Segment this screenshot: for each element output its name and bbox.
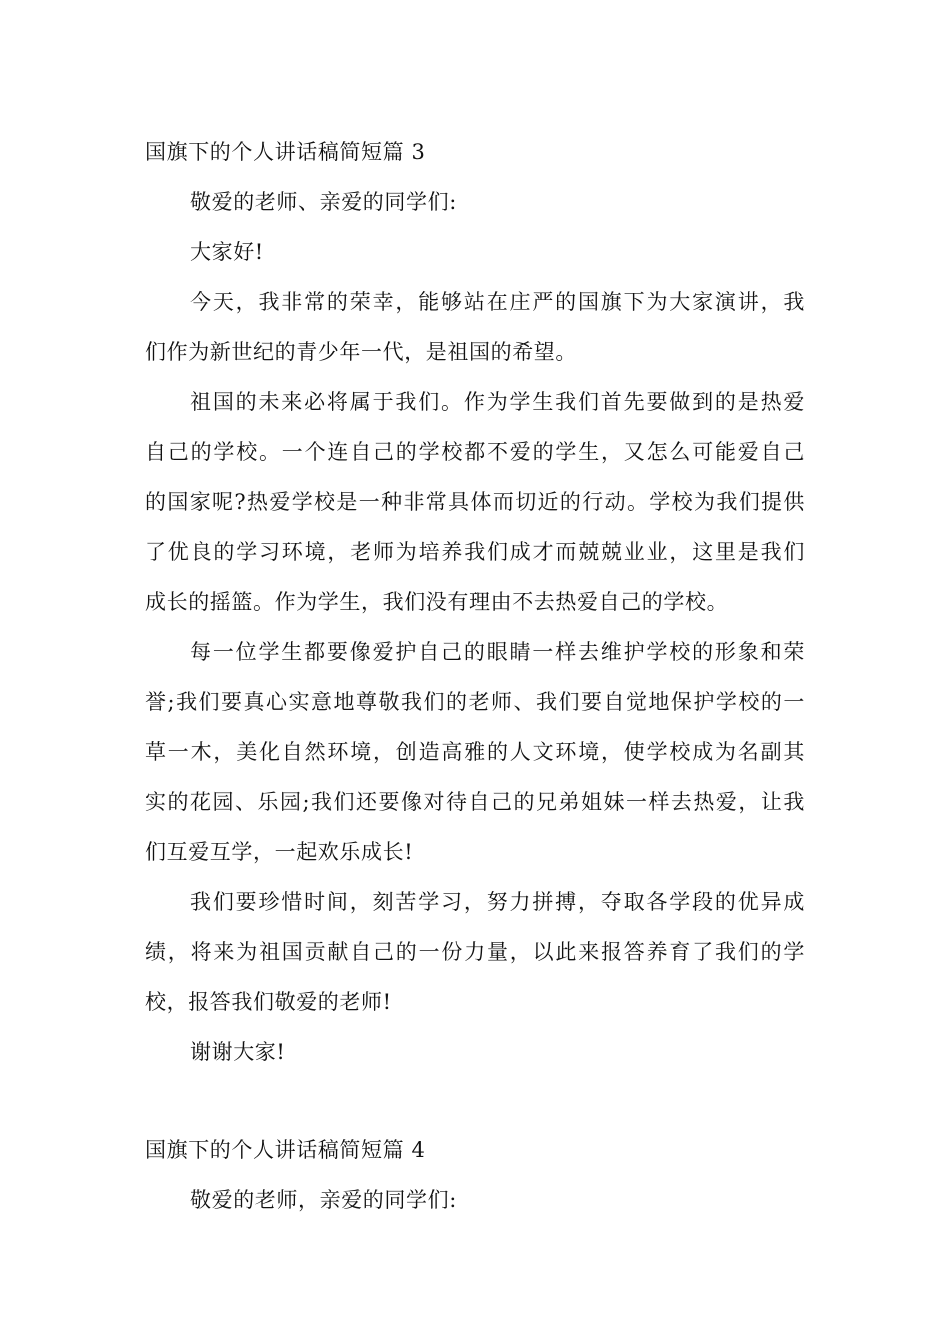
paragraph-line: 实的花园、乐园;我们还要像对待自己的兄弟姐妹一样去热爱，让我 [145,790,805,814]
paragraph-line: 自己的学校。一个连自己的学校都不爱的学生，又怎么可能爱自己 [145,440,805,464]
paragraph-line: 每一位学生都要像爱护自己的眼睛一样去维护学校的形象和荣 [190,640,805,664]
paragraph-line: 们互爱互学，一起欢乐成长! [145,840,414,864]
salutation: 敬爱的老师，亲爱的同学们: [190,1188,457,1212]
paragraph-line: 今天，我非常的荣幸，能够站在庄严的国旗下为大家演讲，我 [190,290,805,314]
salutation: 敬爱的老师、亲爱的同学们: [190,190,457,214]
paragraph-line: 绩，将来为祖国贡献自己的一份力量，以此来报答养育了我们的学 [145,940,805,964]
paragraph-line: 祖国的未来必将属于我们。作为学生我们首先要做到的是热爱 [190,390,805,414]
section-title: 国旗下的个人讲话稿简短篇 4 [145,1138,426,1162]
paragraph-line: 的国家呢?热爱学校是一种非常具体而切近的行动。学校为我们提供 [145,490,805,514]
closing: 谢谢大家! [190,1040,286,1064]
paragraph-line: 我们要珍惜时间，刻苦学习，努力拼搏，夺取各学段的优异成 [190,890,805,914]
paragraph-line: 成长的摇篮。作为学生，我们没有理由不去热爱自己的学校。 [145,590,729,614]
paragraph-line: 校，报答我们敬爱的老师! [145,990,392,1014]
paragraph-line: 了优良的学习环境，老师为培养我们成才而兢兢业业，这里是我们 [145,540,805,564]
paragraph-line: 们作为新世纪的青少年一代，是祖国的希望。 [145,340,577,364]
paragraph-line: 草一木，美化自然环境，创造高雅的人文环境，使学校成为名副其 [145,740,805,764]
paragraph-line: 誉;我们要真心实意地尊敬我们的老师、我们要自觉地保护学校的一 [145,690,805,714]
section-title: 国旗下的个人讲话稿简短篇 3 [145,140,426,164]
greeting: 大家好! [190,240,264,264]
